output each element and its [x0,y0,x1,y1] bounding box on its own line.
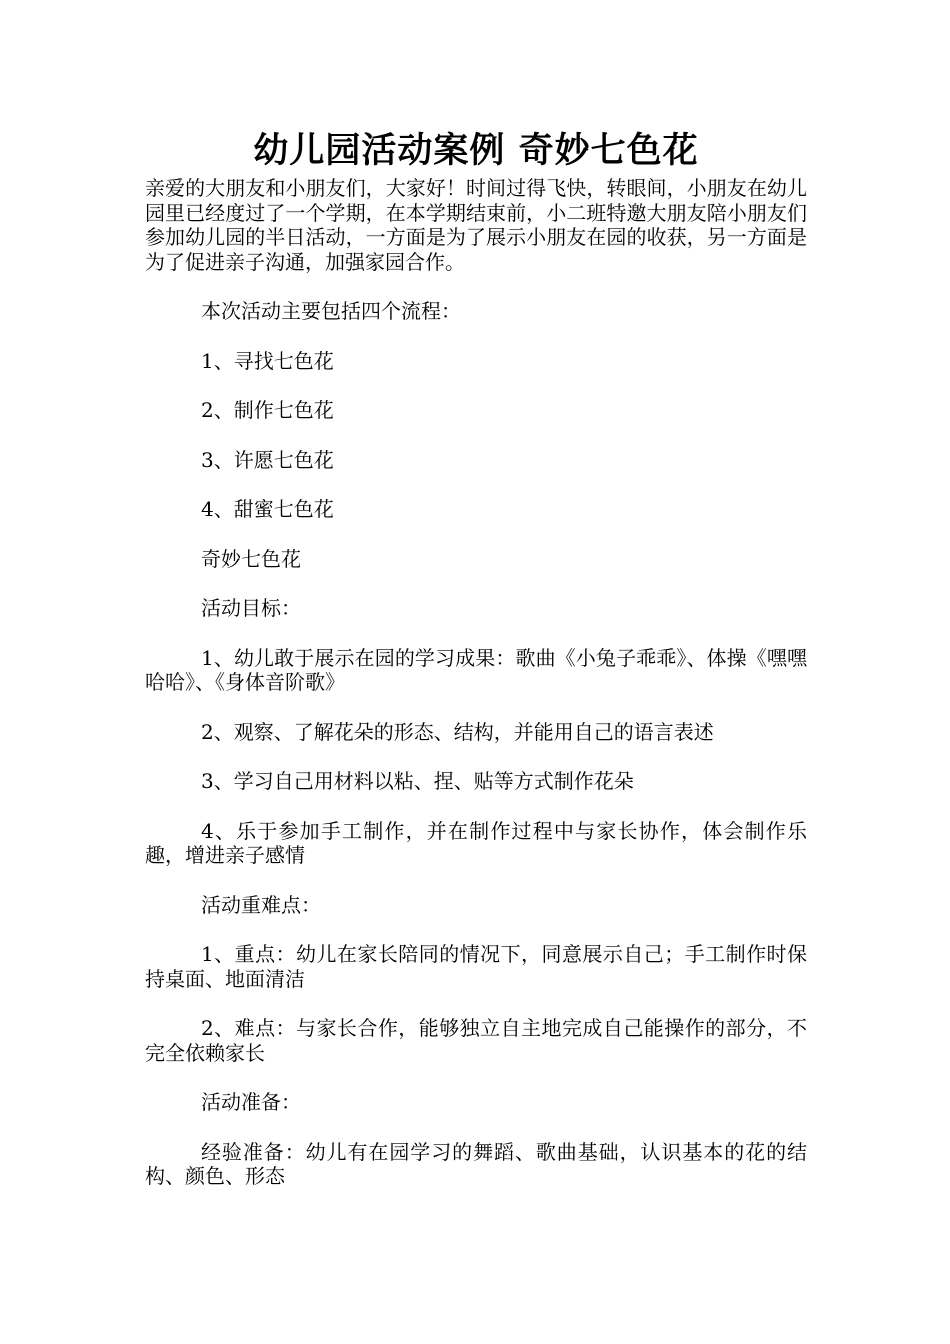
section-title: 奇妙七色花 [201,546,301,571]
process-heading: 本次活动主要包括四个流程： [201,299,461,323]
goal-item-3: 3、学习自己用材料以粘、捏、贴等方式制作花朵 [201,769,634,793]
key-point-item-2: 2、难点：与家长合作，能够独立自主地完成自己能操作的部分，不完全依赖家长 [145,1016,807,1065]
key-points-heading: 活动重难点： [201,892,321,917]
preparation-heading: 活动准备： [201,1090,301,1114]
process-item-2: 2、制作七色花 [201,398,334,422]
goal-item-2: 2、观察、了解花朵的形态、结构，并能用自己的语言表述 [201,719,714,744]
process-item-4: 4、甜蜜七色花 [201,497,334,521]
preparation-item-1: 经验准备：幼儿有在园学习的舞蹈、歌曲基础，认识基本的花的结构、颜色、形态 [145,1139,807,1188]
document-title: 幼儿园活动案例 奇妙七色花 [253,130,699,171]
key-point-item-1: 1、重点：幼儿在家长陪同的情况下，同意展示自己；手工制作时保持桌面、地面清洁 [145,942,807,991]
document-page [145,128,807,1189]
process-item-3: 3、许愿七色花 [201,447,334,472]
intro-paragraph: 亲爱的大朋友和小朋友们，大家好！时间过得飞快，转眼间，小朋友在幼儿园里已经度过了一个学期，在本学期结束前，小二班特邀大朋友陪小朋友们参加幼儿园的半日活动，一方面是为了展示小朋友在园的收获，另一方面是为了促进亲子沟通，加强家园合作。 [145,176,807,274]
process-item-1: 1、寻找七色花 [201,348,334,373]
goal-item-4: 4、乐于参加手工制作，并在制作过程中与家长协作，体会制作乐趣，增进亲子感情 [145,818,807,867]
goals-heading: 活动目标： [201,596,301,620]
goal-item-1: 1、幼儿敢于展示在园的学习成果：歌曲《小兔子乖乖》、体操《嘿嘿哈哈》、《身体音阶歌》 [145,645,807,694]
